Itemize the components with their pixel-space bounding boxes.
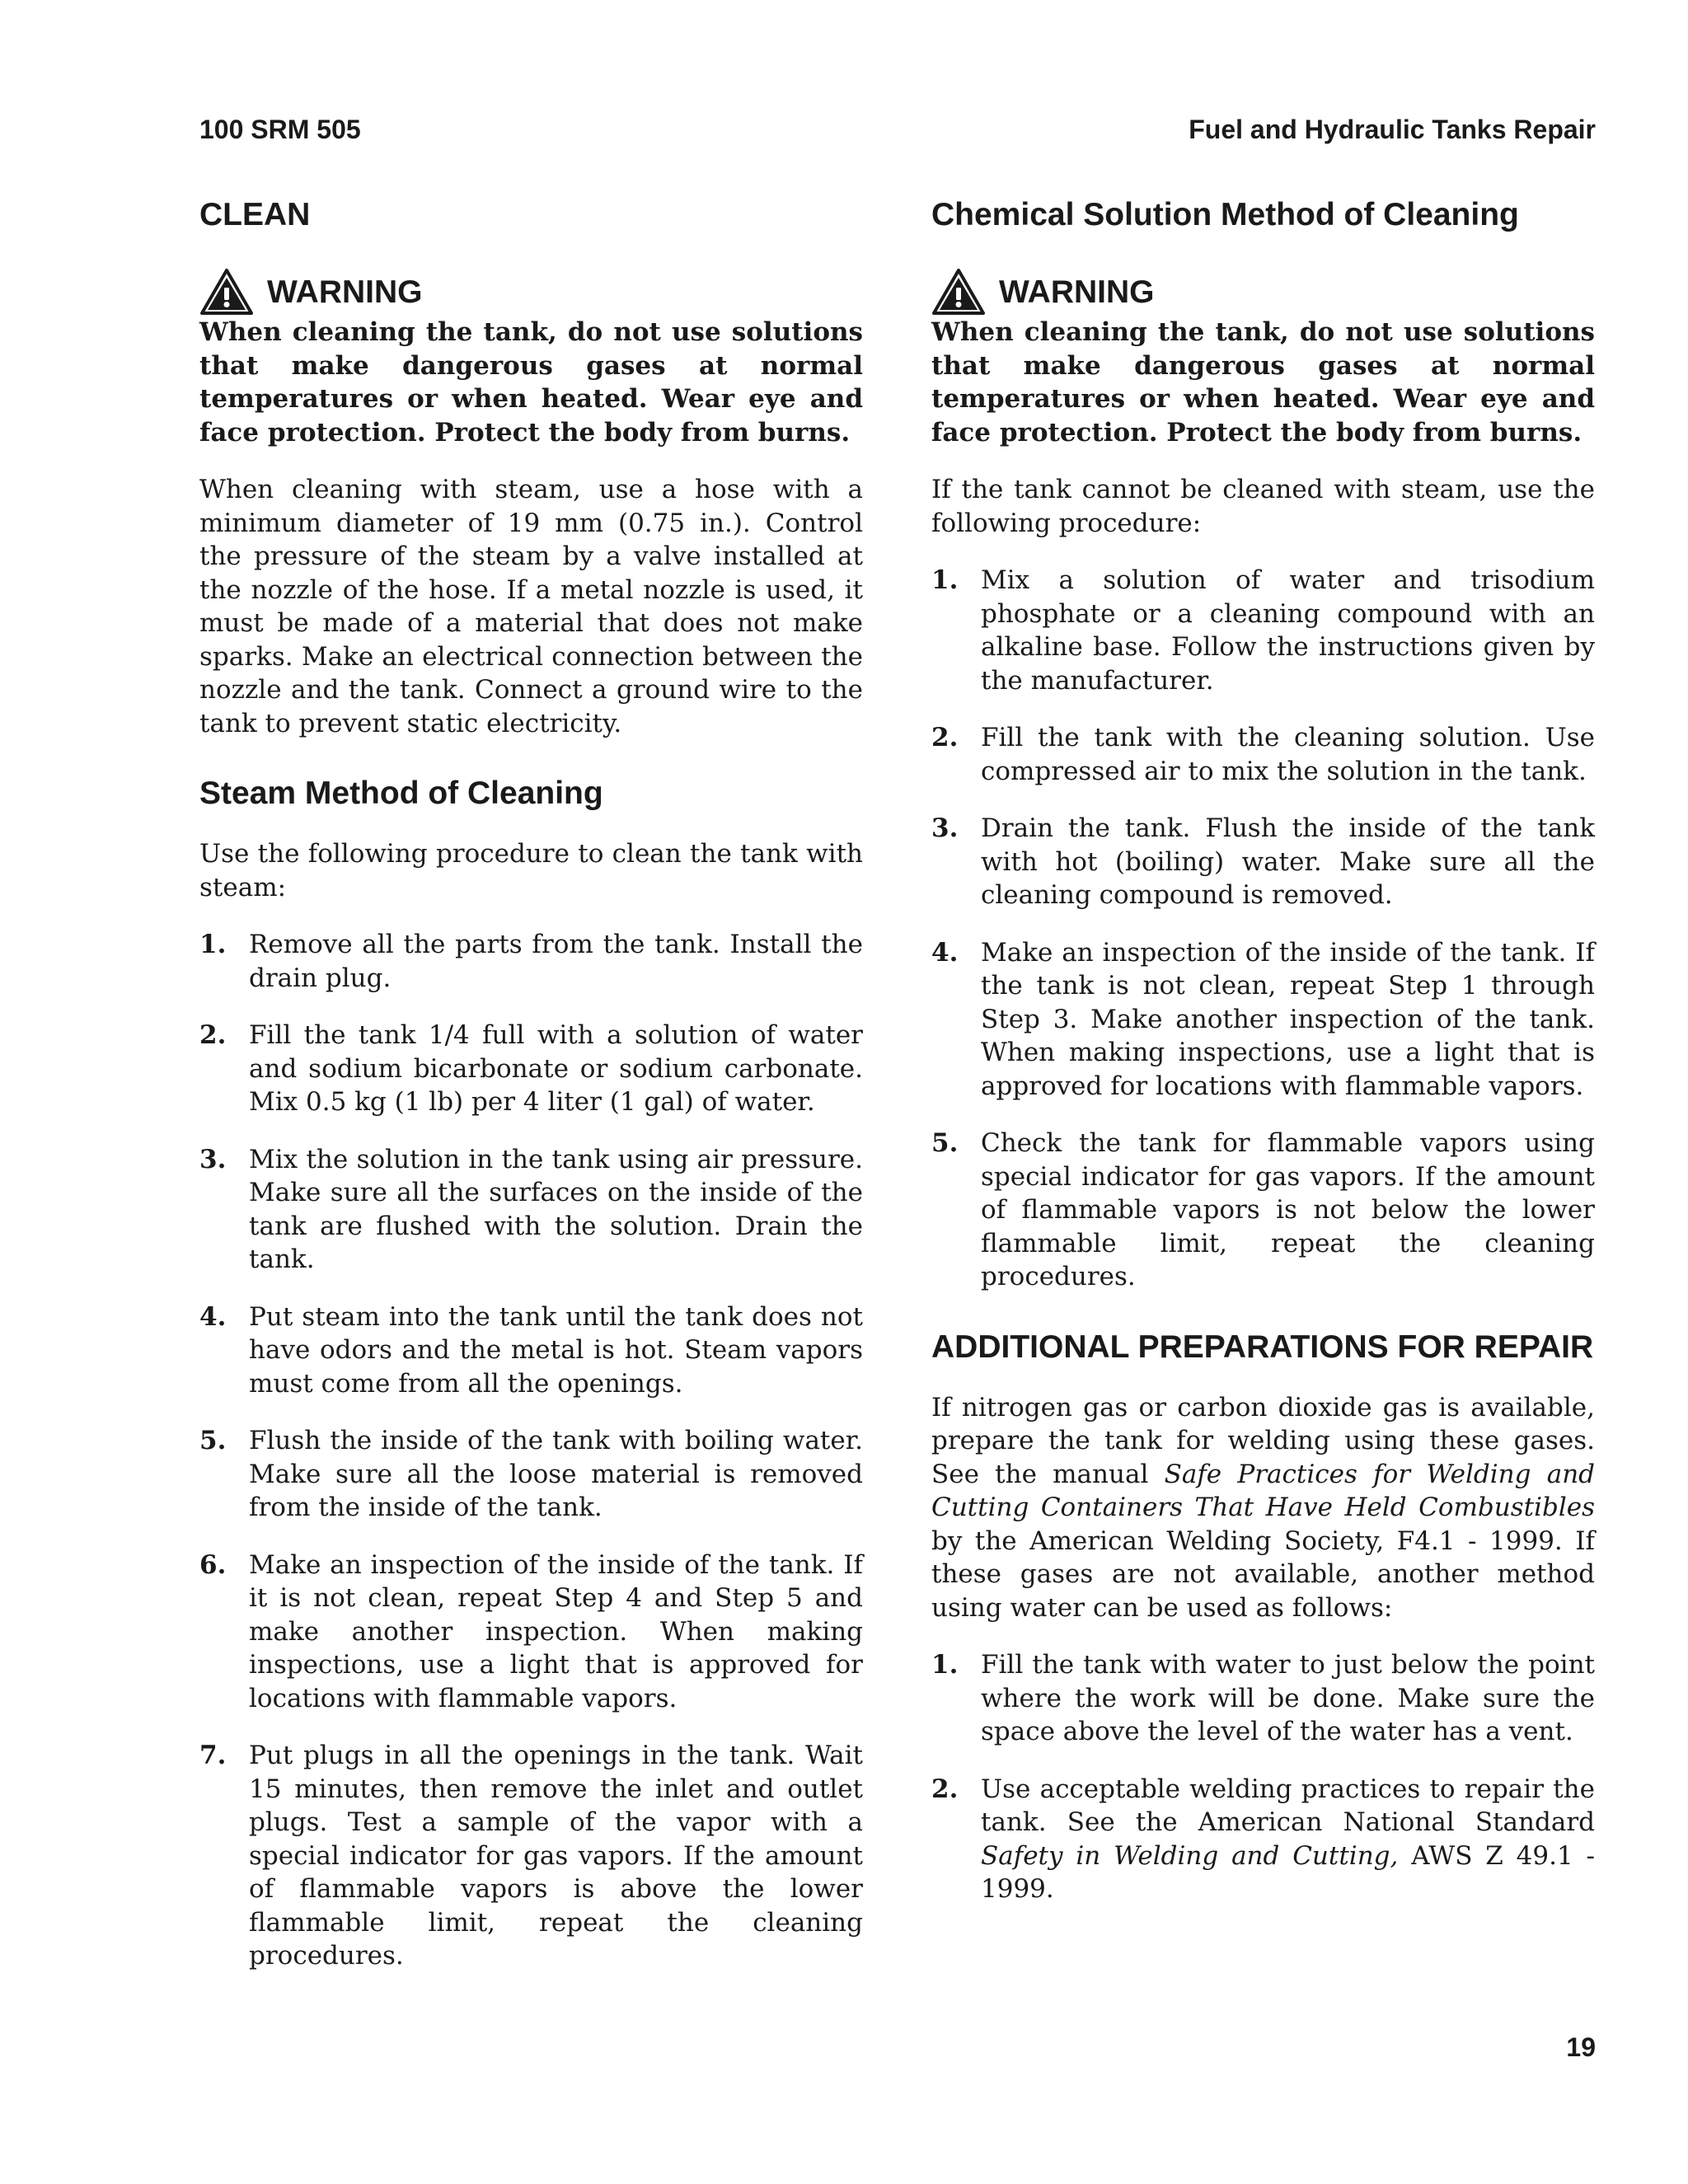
- running-header: [199, 109, 1596, 150]
- list-item: [199, 1739, 863, 1973]
- step-text: Fill the tank with water to just below the point where the work will be done. Make sure the space above the level of the water has a vent.: [981, 1650, 1595, 1746]
- step-number: 6.: [199, 1549, 227, 1580]
- steam-steps-list: [199, 928, 863, 1973]
- step-number: 1.: [931, 1650, 959, 1680]
- list-item: [931, 812, 1595, 912]
- right-column: [931, 194, 1595, 1906]
- list-item: [199, 1549, 863, 1716]
- step-text-part: Use acceptable welding practices to repair the tank. See the American National Standard: [981, 1774, 1595, 1837]
- chemical-method-heading: Chemical Solution Method of Cleaning: [931, 197, 1519, 232]
- page-number: 19: [1566, 2032, 1596, 2062]
- step-number: 4.: [931, 937, 959, 968]
- document-code: 100 SRM 505: [199, 114, 361, 144]
- step-text: Drain the tank. Flush the inside of the tank with hot (boiling) water. Make sure all the cleaning compound is removed.: [981, 813, 1595, 910]
- step-number: 1.: [931, 565, 959, 595]
- section-title: Fuel and Hydraulic Tanks Repair: [1189, 114, 1596, 144]
- intro-text: If nitrogen gas or carbon dioxide gas is available, prepare the tank for welding using these gases. See the manual: [931, 1392, 1595, 1489]
- step-number: 2.: [199, 1020, 227, 1050]
- step-number: 1.: [199, 930, 227, 959]
- list-item: [931, 936, 1595, 1104]
- step-text: Make an inspection of the inside of the tank. If it is not clean, repeat Step 4 and Step 5 and make another inspection. When making inspections, use a light that is approved for locations with flammable vapors.: [249, 1549, 863, 1713]
- list-item: [199, 1301, 863, 1401]
- standard-title: Safety in Welding and Cutting,: [981, 1840, 1399, 1871]
- step-text: [981, 1773, 1595, 1906]
- step-number: 7.: [199, 1741, 227, 1770]
- list-item: [931, 1127, 1595, 1294]
- warning-header: [199, 268, 863, 316]
- step-text: Put steam into the tank until the tank does not have odors and the metal is hot. Steam vapors must come from all the openings.: [249, 1301, 863, 1399]
- chemical-lead-paragraph: If the tank cannot be cleaned with steam, use the following procedure:: [931, 475, 1595, 538]
- warning-triangle-icon: [931, 268, 986, 316]
- list-item: [931, 721, 1595, 788]
- warning-text: When cleaning the tank, do not use solutions that make dangerous gases at normal temperatures or when heated. Wear eye and face protection. Protect the body from burns.: [931, 317, 1595, 448]
- list-item: [931, 564, 1595, 697]
- manual-title: Safe Practices for Welding and Cutting Containers That Have Held Combustibles: [931, 1459, 1596, 1522]
- step-text: Mix the solution in the tank using air pressure. Make sure all the surfaces on the inside of the tank are flushed with the solution. Drain the tank.: [249, 1144, 863, 1274]
- warning-triangle-icon: [199, 268, 254, 316]
- step-text: Flush the inside of the tank with boiling water. Make sure all the loose material is removed from the inside of the tank.: [249, 1426, 863, 1522]
- warning-block: [199, 268, 863, 449]
- preparation-steps-list: [931, 1648, 1595, 1906]
- clean-heading: CLEAN: [199, 197, 311, 232]
- left-column: [199, 194, 863, 1973]
- step-number: 2.: [931, 1774, 959, 1804]
- step-text: Fill the tank 1/4 full with a solution of water and sodium bicarbonate or sodium carbonate. Mix 0.5 kg (1 lb) per 4 liter (1 gal) of water.: [249, 1020, 863, 1117]
- warning-block: [931, 268, 1595, 449]
- step-text: Remove all the parts from the tank. Install the drain plug.: [249, 930, 863, 993]
- list-item: [931, 1773, 1595, 1906]
- steam-method-heading: Steam Method of Cleaning: [199, 776, 603, 811]
- list-item: [931, 1648, 1595, 1749]
- step-text: Put plugs in all the openings in the tank. Wait 15 minutes, then remove the inlet and outlet plugs. Test a sample of the vapor with a special indicator for gas vapors. If the amount of flammable vapors is above the lower flammable limit, repeat the cleaning procedures.: [249, 1741, 863, 1971]
- list-item: [199, 1019, 863, 1119]
- warning-header: [931, 268, 1595, 316]
- steam-intro-paragraph: When cleaning with steam, use a hose with a minimum diameter of 19 mm (0.75 in.). Control the pressure of the steam by a valve installed at the nozzle of the hose. If a metal nozzle is used, it must be made of a material that does not make sparks. Make an electrical connection between the nozzle and the tank. Connect a ground wire to the tank to prevent static electricity.: [199, 475, 863, 738]
- step-text: Mix a solution of water and trisodium phosphate or a cleaning compound with an alkaline base. Follow the instructions given by the manufacturer.: [981, 565, 1595, 696]
- step-number: 5.: [931, 1128, 959, 1158]
- warning-label: WARNING: [999, 274, 1155, 310]
- step-number: 5.: [199, 1426, 227, 1455]
- steam-lead-paragraph: Use the following procedure to clean the tank with steam:: [199, 839, 863, 902]
- step-number: 4.: [199, 1301, 227, 1332]
- step-text: Check the tank for flammable vapors using special indicator for gas vapors. If the amount of flammable vapors is not below the lower flammable limit, repeat the cleaning procedures.: [981, 1128, 1595, 1291]
- list-item: [199, 1424, 863, 1525]
- step-number: 3.: [931, 813, 959, 843]
- preparations-intro-paragraph: [931, 1391, 1595, 1625]
- additional-preparations-heading: ADDITIONAL PREPARATIONS FOR REPAIR: [931, 1329, 1594, 1365]
- step-text-part: AWS Z 49.1 - 1999.: [981, 1840, 1595, 1904]
- step-number: 3.: [199, 1144, 227, 1174]
- warning-text: When cleaning the tank, do not use solutions that make dangerous gases at normal temperatures or when heated. Wear eye and face protection. Protect the body from burns.: [199, 317, 863, 448]
- intro-text-continued: by the American Welding Society, F4.1 - 1999. If these gases are not available, another method using water can be used as follows:: [931, 1526, 1595, 1623]
- list-item: [199, 928, 863, 995]
- step-number: 2.: [931, 723, 959, 752]
- chemical-steps-list: [931, 564, 1595, 1294]
- list-item: [199, 1143, 863, 1277]
- step-text: Fill the tank with the cleaning solution. Use compressed air to mix the solution in the tank.: [981, 723, 1595, 786]
- step-text: Make an inspection of the inside of the tank. If the tank is not clean, repeat Step 1 through Step 3. Make another inspection of the tank. When making inspections, use a light that is approved for locations with flammable vapors.: [981, 937, 1595, 1101]
- warning-label: WARNING: [267, 274, 423, 310]
